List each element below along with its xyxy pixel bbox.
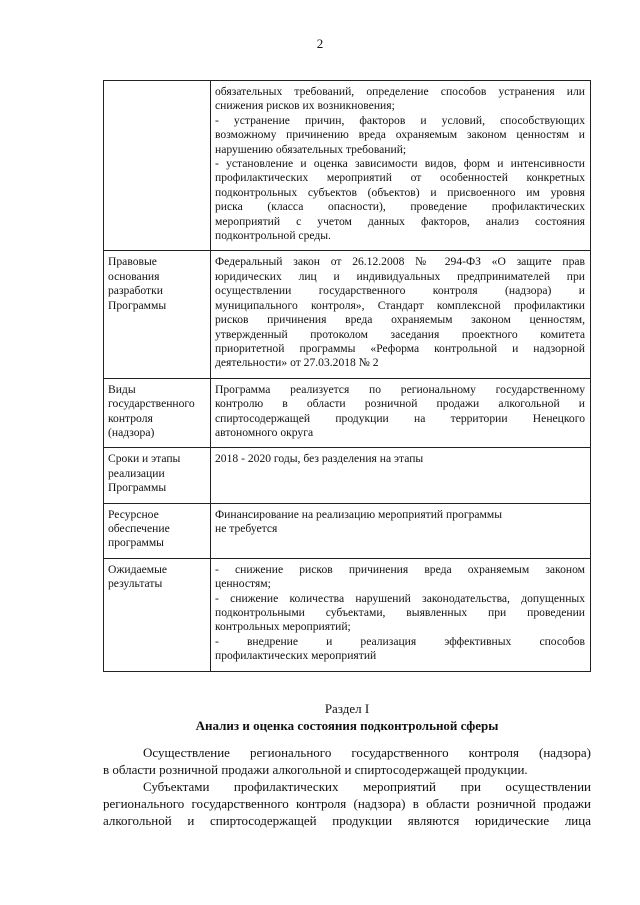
table-label-cell <box>104 503 211 558</box>
table-label-line: Сроки и этапы <box>108 452 181 466</box>
paragraph-line: Осуществление регионального государственного контроля (надзора) <box>143 745 591 760</box>
table-text-line: Федеральный закон от 26.12.2008 № 294-ФЗ «О защите прав <box>215 255 585 269</box>
table-text-line: - устранение причин, факторов и условий, способствующих <box>215 113 585 127</box>
table-text-line: 2018 - 2020 годы, без разделения на этапы <box>215 452 424 466</box>
section-title: Анализ и оценка состояния подконтрольной сферы <box>195 718 499 733</box>
table-text-line: обязательных требований, определение способов устранения или <box>215 85 585 98</box>
table-text-line: снижения рисков их возникновения; <box>215 99 395 113</box>
table-text-line: подконтрольными субъектами, выявленных при проведении <box>215 606 585 619</box>
table-label-line: Программы <box>108 481 167 495</box>
table-text-line: возможному причинению вреда охраняемым законом ценностям и <box>215 128 585 142</box>
table-text-line: - внедрение и реализация эффективных способов <box>215 634 585 648</box>
table-label-line: Правовые <box>108 255 157 269</box>
body-paragraphs <box>103 744 591 829</box>
table-text-line: профилактических мероприятий от особенностей конкретных <box>215 171 585 185</box>
table-text-line: муниципального контроля», Стандарт комплексной профилактики <box>215 298 585 312</box>
table-row-resources <box>104 503 591 558</box>
table-label-line: государственного <box>108 397 195 411</box>
table-value-cell <box>211 503 591 558</box>
table-label-line: Ожидаемые <box>108 562 168 576</box>
paragraph-line: алкогольной и спиртосодержащей продукции являются юридические лица <box>103 813 591 828</box>
table-text-line: рисков причинения вреда охраняемым законом ценностям, <box>215 313 585 327</box>
table-text-line: контрольных мероприятий; <box>215 620 351 634</box>
table-label-line: разработки <box>108 284 163 298</box>
paragraph-line: в области розничной продажи алкогольной и спиртосодержащей продукции. <box>103 762 528 777</box>
table-label-line: результаты <box>108 577 163 591</box>
table-label-line: реализации <box>108 466 165 480</box>
table-label-line: Программы <box>108 298 167 312</box>
table-row-control-types <box>104 378 591 448</box>
table-label-line: (надзора) <box>108 425 155 439</box>
page-number: 2 <box>316 36 324 51</box>
table-row-legal-basis <box>104 251 591 378</box>
table-text-line: профилактических мероприятий <box>215 649 377 663</box>
table-label-cell <box>104 81 211 251</box>
table-label-cell <box>104 448 211 503</box>
table-text-line: не требуется <box>215 521 278 535</box>
table-label-line: обеспечение <box>108 521 170 535</box>
table-label-line: основания <box>108 269 160 283</box>
table-row-timing <box>104 448 591 503</box>
table-label-line: контроля <box>108 411 153 425</box>
table-text-line: приоритетной программы «Реформа контрольной и надзорной <box>215 341 585 355</box>
table-text-line: риска (класса опасности), проведение профилактических <box>215 200 585 214</box>
table-label-line: программы <box>108 536 164 550</box>
table-label-cell <box>104 251 211 378</box>
table-text-line: Программа реализуется по региональному государственному <box>215 382 585 396</box>
table-text-line: нарушению обязательных требований; <box>215 142 407 156</box>
table-row-tasks-continued <box>104 81 591 251</box>
table-text-line: автономного округа <box>215 425 314 439</box>
table-value-cell <box>211 558 591 671</box>
table-label-line: Ресурсное <box>108 507 159 521</box>
table-text-line: контролю в области розничной продажи алкогольной и <box>215 397 585 411</box>
paragraph-line: Субъектами профилактических мероприятий при осуществлении <box>143 779 591 794</box>
table-text-line: - снижение рисков причинения вреда охраняемым законом <box>215 562 585 576</box>
section-number: Раздел I <box>324 701 370 716</box>
table-label-cell <box>104 378 211 448</box>
section-heading <box>103 700 591 734</box>
table-text-line: осуществлении государственного контроля (надзора) и <box>215 284 585 298</box>
table-value-cell <box>211 378 591 448</box>
table-text-line: мероприятий с учетом данных факторов, анализ состояния <box>215 214 585 228</box>
table-text-line: деятельности» от 27.03.2018 № 2 <box>215 356 379 370</box>
table-text-line: - снижение количества нарушений законодательства, допущенных <box>215 591 585 605</box>
table-value-cell <box>211 251 591 378</box>
table-label-line: Виды <box>108 382 136 396</box>
paragraph-line: регионального государственного контроля (надзора) в области розничной продажи <box>103 796 591 811</box>
table-row-expected-results <box>104 558 591 671</box>
table-value-cell <box>211 448 591 503</box>
table-text-line: ценностям; <box>215 577 271 591</box>
table-value-cell <box>211 81 591 251</box>
table-text-line: юридических лиц и индивидуальных предпринимателей при <box>215 269 585 283</box>
table-text-line: подконтрольной среды. <box>215 229 331 243</box>
table-text-line: - установление и оценка зависимости видов, форм и интенсивности <box>215 157 585 171</box>
table-text-line: утвержденный протоколом заседания проектного комитета <box>215 327 585 341</box>
table-text-line: Финансирование на реализацию мероприятий программы <box>215 507 502 521</box>
table-text-line: спиртосодержащей продукции на территории Ненецкого <box>215 411 585 425</box>
table-text-line: подконтрольных субъектов (объектов) и присвоенного им уровня <box>215 185 585 199</box>
table-label-cell <box>104 558 211 671</box>
program-passport-table <box>103 80 591 672</box>
